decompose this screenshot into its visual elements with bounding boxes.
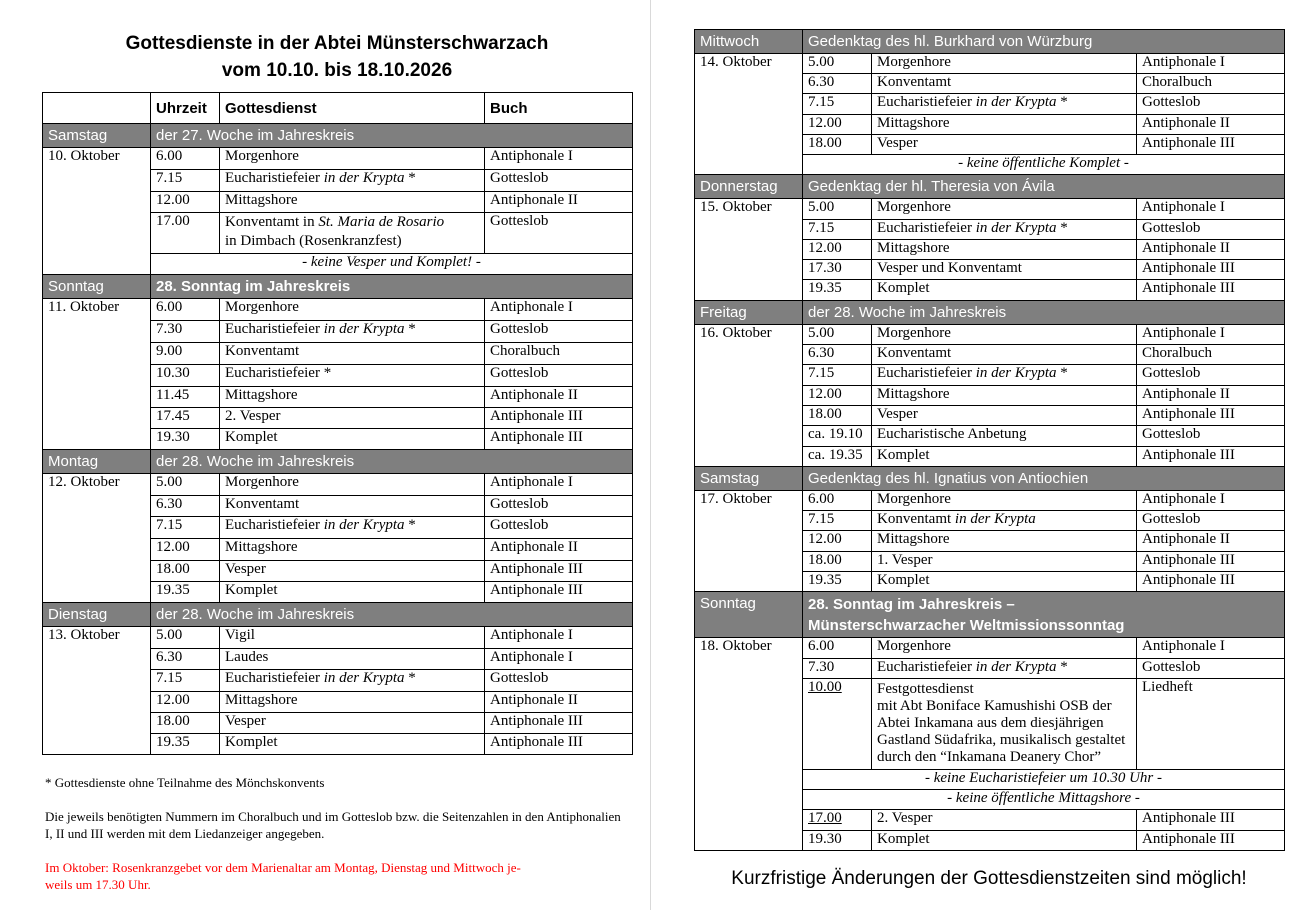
time-cell: 18.00 <box>151 713 220 734</box>
day-header-row <box>43 450 633 474</box>
time-cell: 19.30 <box>151 429 220 450</box>
time-cell: 12.00 <box>803 115 872 135</box>
book-cell: Antiphonale III <box>1137 135 1285 155</box>
time-cell: 19.35 <box>803 572 872 592</box>
time-cell: 18.00 <box>803 135 872 155</box>
service-cell: Konventamt <box>872 74 1137 94</box>
service-cell: Mittagshore <box>872 240 1137 260</box>
time-cell: 12.00 <box>803 240 872 260</box>
time-cell: ca. 19.35 <box>803 447 872 467</box>
time-cell: 17.30 <box>803 260 872 280</box>
occasion-label: Gedenktag des hl. Burkhard von Würzburg <box>803 30 1285 54</box>
book-cell: Antiphonale II <box>1137 386 1285 406</box>
book-cell: Antiphonale II <box>485 692 633 713</box>
time-cell: 6.30 <box>151 496 220 517</box>
book-cell: Choralbuch <box>485 343 633 365</box>
asterisk-mark: * <box>404 170 416 186</box>
book-cell: Gotteslob <box>485 365 633 387</box>
time-cell: 19.35 <box>151 582 220 603</box>
service-location: in der Krypta <box>954 511 1036 527</box>
service-location: in der Krypta <box>975 659 1057 675</box>
schedule-table-left <box>42 92 633 755</box>
weekday-label: Freitag <box>695 301 803 325</box>
book-cell: Antiphonale I <box>1137 54 1285 74</box>
table-row <box>695 491 1285 511</box>
book-cell: Gotteslob <box>485 517 633 539</box>
service-cell: Morgenhore <box>872 638 1137 659</box>
book-cell: Antiphonale III <box>485 429 633 450</box>
day-header-row <box>695 175 1285 199</box>
service-location: in der Krypta <box>323 321 405 337</box>
book-cell: Antiphonale III <box>1137 810 1285 831</box>
day-header-row <box>43 124 633 148</box>
service-text: Eucharistiefeier <box>877 94 972 110</box>
rosary-line-1: Im Oktober: Rosenkranzgebet vor dem Marienaltar am Montag, Dienstag und Mittwoch je- <box>45 860 521 875</box>
service-cell <box>220 670 485 692</box>
time-cell: 19.30 <box>803 831 872 851</box>
time-cell: 7.15 <box>151 517 220 539</box>
service-cell: Morgenhore <box>220 299 485 321</box>
service-cell: Morgenhore <box>220 148 485 170</box>
time-cell: 7.15 <box>803 511 872 531</box>
service-line-5: durch den “Inkamana Deanery Chor” <box>877 749 1102 765</box>
book-cell: Gotteslob <box>1137 365 1285 386</box>
time-cell <box>803 679 872 770</box>
date-cell: 18. Oktober <box>695 638 803 851</box>
header-blank <box>43 93 151 124</box>
occasion-label: der 28. Woche im Jahreskreis <box>151 450 633 474</box>
service-cell: Mittagshore <box>872 115 1137 135</box>
weekday-label: Mittwoch <box>695 30 803 54</box>
time-cell: 19.35 <box>151 734 220 755</box>
time-cell: 11.45 <box>151 387 220 408</box>
date-cell: 13. Oktober <box>43 627 151 755</box>
changes-notice: Kurzfristige Änderungen der Gottesdienstzeiten sind möglich! <box>731 868 1247 889</box>
title-line-2: vom 10.10. bis 18.10.2026 <box>221 60 453 81</box>
time-cell: 5.00 <box>151 474 220 496</box>
service-location: St. Maria de Rosario <box>318 214 445 230</box>
book-cell: Antiphonale I <box>485 299 633 321</box>
service-cell: Komplet <box>220 734 485 755</box>
day-header-row <box>43 275 633 299</box>
service-cell: Mittagshore <box>220 192 485 213</box>
service-text: Eucharistiefeier <box>877 220 972 236</box>
service-cell: Vesper <box>872 406 1137 426</box>
table-row <box>695 199 1285 220</box>
service-cell <box>220 321 485 343</box>
book-cell: Choralbuch <box>1137 345 1285 365</box>
service-cell: 2. Vesper <box>872 810 1137 831</box>
book-cell: Antiphonale II <box>485 539 633 561</box>
date-cell: 16. Oktober <box>695 325 803 467</box>
weekday-label: Sonntag <box>695 592 803 638</box>
time-cell <box>803 810 872 831</box>
asterisk-mark: * <box>404 670 416 686</box>
service-cell: Konventamt <box>872 345 1137 365</box>
book-cell: Liedheft <box>1137 679 1285 770</box>
time-cell: 18.00 <box>803 406 872 426</box>
book-cell: Antiphonale I <box>1137 325 1285 345</box>
time-cell: 19.35 <box>803 280 872 301</box>
service-text: Konventamt <box>877 511 952 527</box>
service-location: in der Krypta <box>323 517 405 533</box>
service-text-line2: in Dimbach (Rosenkranzfest) <box>225 233 402 249</box>
note-cell: - keine Vesper und Komplet! - <box>151 254 633 275</box>
note-cell: - keine öffentliche Komplet - <box>803 155 1285 175</box>
service-line-3: Abtei Inkamana aus dem diesjährigen <box>877 715 1104 731</box>
asterisk-mark: * <box>1056 220 1068 236</box>
date-cell: 10. Oktober <box>43 148 151 275</box>
time-cell: 7.30 <box>151 321 220 343</box>
occasion-label <box>803 592 1285 638</box>
book-cell: Antiphonale I <box>485 649 633 670</box>
time-cell: 9.00 <box>151 343 220 365</box>
service-cell <box>220 213 485 254</box>
header-uhrzeit: Uhrzeit <box>151 93 220 124</box>
table-header-row <box>43 93 633 124</box>
date-cell: 15. Oktober <box>695 199 803 301</box>
book-cell: Gotteslob <box>485 170 633 192</box>
book-cell: Antiphonale II <box>1137 531 1285 552</box>
time-cell: 12.00 <box>151 539 220 561</box>
book-cell: Antiphonale III <box>485 408 633 429</box>
book-cell: Antiphonale III <box>1137 280 1285 301</box>
table-row <box>695 325 1285 345</box>
service-cell: Eucharistiefeier * <box>220 365 485 387</box>
weekday-label: Dienstag <box>43 603 151 627</box>
book-cell: Antiphonale III <box>485 734 633 755</box>
time-cell: 7.30 <box>803 659 872 679</box>
day-header-row <box>695 301 1285 325</box>
time-cell: 5.00 <box>151 627 220 649</box>
book-cell: Antiphonale III <box>1137 572 1285 592</box>
service-cell: Morgenhore <box>872 54 1137 74</box>
service-cell: Konventamt <box>220 496 485 517</box>
service-line-1: Festgottesdienst <box>877 681 974 697</box>
book-cell: Gotteslob <box>1137 659 1285 679</box>
occasion-label: der 28. Woche im Jahreskreis <box>803 301 1285 325</box>
table-row <box>43 299 633 321</box>
service-location: in der Krypta <box>975 220 1057 236</box>
time-cell: 6.00 <box>803 491 872 511</box>
weekday-label: Donnerstag <box>695 175 803 199</box>
service-cell: Mittagshore <box>220 692 485 713</box>
time-cell: 12.00 <box>151 192 220 213</box>
service-cell: Komplet <box>220 582 485 603</box>
service-cell: Vigil <box>220 627 485 649</box>
asterisk-mark: * <box>1056 659 1068 675</box>
time-cell: 7.15 <box>803 365 872 386</box>
time-cell: 5.00 <box>803 199 872 220</box>
time-cell: 5.00 <box>803 54 872 74</box>
occasion-label: Gedenktag der hl. Theresia von Ávila <box>803 175 1285 199</box>
book-cell: Antiphonale II <box>1137 240 1285 260</box>
service-cell <box>872 679 1137 770</box>
book-cell: Gotteslob <box>1137 94 1285 115</box>
service-cell: Morgenhore <box>872 491 1137 511</box>
service-cell: Mittagshore <box>220 387 485 408</box>
service-cell: Konventamt <box>220 343 485 365</box>
service-cell: Vesper <box>220 561 485 582</box>
service-text: Eucharistiefeier <box>225 670 320 686</box>
service-cell: Morgenhore <box>220 474 485 496</box>
day-header-row <box>43 603 633 627</box>
service-cell: Morgenhore <box>872 325 1137 345</box>
footnote: * Gottesdienste ohne Teilnahme des Mönchskonvents <box>45 775 325 790</box>
service-line-4: Gastland Südafrika, musikalisch gestaltet <box>877 732 1126 748</box>
service-cell: Laudes <box>220 649 485 670</box>
day-header-row <box>695 592 1285 638</box>
occasion-line-1: 28. Sonntag im Jahreskreis – <box>808 595 1015 613</box>
book-cell: Antiphonale I <box>1137 199 1285 220</box>
book-cell: Antiphonale I <box>485 627 633 649</box>
book-cell: Gotteslob <box>1137 426 1285 447</box>
service-text: Eucharistiefeier <box>877 659 972 675</box>
service-text: Eucharistiefeier <box>877 365 972 381</box>
service-cell: Morgenhore <box>872 199 1137 220</box>
weekday-label: Samstag <box>43 124 151 148</box>
day-header-row <box>695 467 1285 491</box>
occasion-line-2: Münsterschwarzacher Weltmissionssonntag <box>808 616 1125 634</box>
time-cell: 12.00 <box>803 386 872 406</box>
service-cell: Eucharistische Anbetung <box>872 426 1137 447</box>
table-row <box>43 148 633 170</box>
book-cell: Antiphonale III <box>485 561 633 582</box>
schedule-table-right <box>694 29 1285 851</box>
time-cell: 18.00 <box>151 561 220 582</box>
note-cell: - keine öffentliche Mittagshore - <box>803 790 1285 810</box>
service-location: in der Krypta <box>975 94 1057 110</box>
service-cell <box>872 220 1137 240</box>
book-cell: Gotteslob <box>485 670 633 692</box>
occasion-label: der 28. Woche im Jahreskreis <box>151 603 633 627</box>
book-cell: Choralbuch <box>1137 74 1285 94</box>
occasion-label: 28. Sonntag im Jahreskreis <box>151 275 633 299</box>
table-row <box>695 54 1285 74</box>
service-cell <box>220 170 485 192</box>
book-cell: Antiphonale III <box>1137 260 1285 280</box>
book-cell: Antiphonale I <box>1137 491 1285 511</box>
date-cell: 11. Oktober <box>43 299 151 450</box>
asterisk-mark: * <box>404 321 416 337</box>
service-location: in der Krypta <box>975 365 1057 381</box>
service-location: in der Krypta <box>323 670 405 686</box>
time-cell: 17.45 <box>151 408 220 429</box>
book-cell: Antiphonale I <box>485 474 633 496</box>
service-cell: Mittagshore <box>872 531 1137 552</box>
service-cell: 1. Vesper <box>872 552 1137 572</box>
service-text: Konventamt in <box>225 214 315 230</box>
time-cell: 5.00 <box>803 325 872 345</box>
time-cell: 12.00 <box>803 531 872 552</box>
book-cell: Gotteslob <box>1137 511 1285 531</box>
service-line-2: mit Abt Boniface Kamushishi OSB der <box>877 698 1112 714</box>
date-cell: 17. Oktober <box>695 491 803 592</box>
service-cell: Mittagshore <box>872 386 1137 406</box>
table-row <box>43 474 633 496</box>
time-cell: 6.00 <box>151 299 220 321</box>
book-cell: Gotteslob <box>485 213 633 254</box>
time-cell: 18.00 <box>803 552 872 572</box>
table-row <box>695 638 1285 659</box>
book-cell: Antiphonale III <box>1137 447 1285 467</box>
page-title <box>42 30 632 84</box>
time-cell: 12.00 <box>151 692 220 713</box>
time-cell: 17.00 <box>151 213 220 254</box>
weekday-label: Sonntag <box>43 275 151 299</box>
time-text: 17.00 <box>808 810 842 826</box>
weekday-label: Samstag <box>695 467 803 491</box>
weekday-label: Montag <box>43 450 151 474</box>
time-cell: 6.30 <box>803 74 872 94</box>
header-buch: Buch <box>485 93 633 124</box>
table-row <box>43 627 633 649</box>
service-cell <box>872 659 1137 679</box>
header-gottesdienst: Gottesdienst <box>220 93 485 124</box>
service-cell: Komplet <box>872 447 1137 467</box>
asterisk-mark: * <box>1056 94 1068 110</box>
asterisk-mark: * <box>404 517 416 533</box>
service-cell: 2. Vesper <box>220 408 485 429</box>
time-cell: 6.30 <box>151 649 220 670</box>
service-cell: Komplet <box>220 429 485 450</box>
time-cell: 7.15 <box>803 94 872 115</box>
date-cell: 12. Oktober <box>43 474 151 603</box>
title-line-1: Gottesdienste in der Abtei Münsterschwarzach <box>125 33 549 54</box>
service-text: Eucharistiefeier <box>225 321 320 337</box>
rosary-notice <box>45 859 625 893</box>
day-header-row <box>695 30 1285 54</box>
service-text: Eucharistiefeier <box>225 517 320 533</box>
service-cell: Vesper <box>872 135 1137 155</box>
book-cell: Antiphonale II <box>485 387 633 408</box>
book-cell: Gotteslob <box>485 321 633 343</box>
service-cell: Komplet <box>872 572 1137 592</box>
book-cell: Antiphonale III <box>1137 406 1285 426</box>
time-cell: 10.30 <box>151 365 220 387</box>
service-cell <box>872 365 1137 386</box>
date-cell: 14. Oktober <box>695 54 803 175</box>
time-cell: 6.00 <box>151 148 220 170</box>
asterisk-mark: * <box>1056 365 1068 381</box>
service-cell <box>872 94 1137 115</box>
book-cell: Gotteslob <box>1137 220 1285 240</box>
page-divider <box>650 0 651 910</box>
book-cell: Antiphonale III <box>485 713 633 734</box>
service-cell: Komplet <box>872 831 1137 851</box>
service-cell: Mittagshore <box>220 539 485 561</box>
occasion-label: der 27. Woche im Jahreskreis <box>151 124 633 148</box>
book-cell: Antiphonale III <box>1137 831 1285 851</box>
book-cell: Antiphonale II <box>1137 115 1285 135</box>
book-cell: Antiphonale III <box>1137 552 1285 572</box>
info-text: Die jeweils benötigten Nummern im Choralbuch und im Gotteslob bzw. die Seitenzahlen in den Antiphonalien I, II und III werden mit dem Liedanzeiger angegeben. <box>45 809 621 841</box>
time-cell: 7.15 <box>151 170 220 192</box>
book-cell: Antiphonale II <box>485 192 633 213</box>
book-cell: Antiphonale I <box>485 148 633 170</box>
service-cell: Vesper und Konventamt <box>872 260 1137 280</box>
time-cell: 6.30 <box>803 345 872 365</box>
service-cell: Komplet <box>872 280 1137 301</box>
service-text: Eucharistiefeier <box>225 170 320 186</box>
book-cell: Antiphonale III <box>485 582 633 603</box>
service-cell <box>220 517 485 539</box>
service-cell: Vesper <box>220 713 485 734</box>
note-cell: - keine Eucharistiefeier um 10.30 Uhr - <box>803 770 1285 790</box>
book-cell: Antiphonale I <box>1137 638 1285 659</box>
occasion-label: Gedenktag des hl. Ignatius von Antiochien <box>803 467 1285 491</box>
time-cell: 6.00 <box>803 638 872 659</box>
time-text: 10.00 <box>808 679 842 695</box>
rosary-line-2: weils um 17.30 Uhr. <box>45 877 151 892</box>
time-cell: ca. 19.10 <box>803 426 872 447</box>
time-cell: 7.15 <box>151 670 220 692</box>
service-location: in der Krypta <box>323 170 405 186</box>
service-cell <box>872 511 1137 531</box>
book-cell: Gotteslob <box>485 496 633 517</box>
time-cell: 7.15 <box>803 220 872 240</box>
